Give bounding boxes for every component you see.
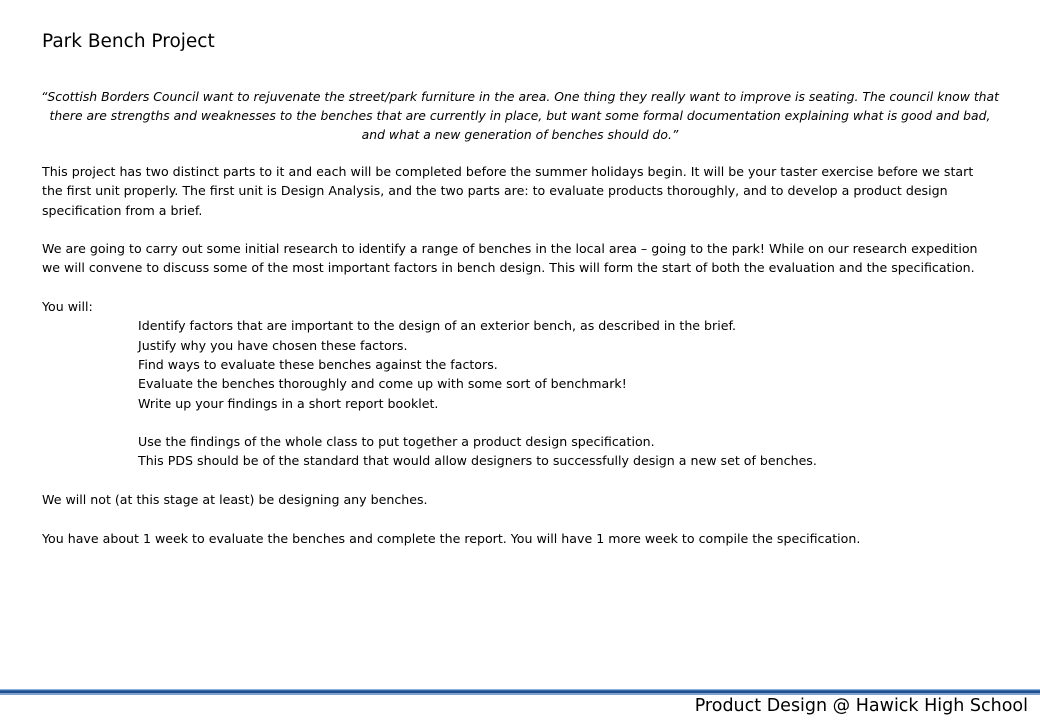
timeline-paragraph: You have about 1 week to evaluate the benches and complete the report. You will have 1 more week to compile the specification. <box>42 530 861 546</box>
task-item: Identify factors that are important to the design of an exterior bench, as described in the brief. <box>138 318 736 334</box>
spec-task-item: This PDS should be of the standard that would allow designers to successfully design a new set of benches. <box>138 453 817 469</box>
intro-paragraph: This project has two distinct parts to it and each will be completed before the summer holidays begin. It will be your taster exercise before we start the first unit properly. The first unit is Design Analysis, and the two parts are: to evaluate products thoroughly, and to develop a product design specification from a brief. <box>42 164 974 218</box>
not-designing-paragraph: We will not (at this stage at least) be designing any benches. <box>42 492 428 508</box>
spec-task-item: Use the findings of the whole class to put together a product design specification. <box>138 434 655 450</box>
spacer <box>42 413 997 432</box>
page-title: Park Bench Project <box>42 31 215 52</box>
footer-rule <box>0 689 1040 695</box>
spacer <box>42 220 997 239</box>
body-text <box>42 162 997 548</box>
task-item: Justify why you have chosen these factors. <box>138 337 408 353</box>
you-will-heading: You will: <box>42 299 93 315</box>
spacer <box>42 471 997 490</box>
spacer <box>42 509 997 528</box>
footer-text: Product Design @ Hawick High School <box>694 696 1028 716</box>
spacer <box>42 278 997 297</box>
task-item: Write up your findings in a short report booklet. <box>138 395 439 411</box>
task-item: Find ways to evaluate these benches against the factors. <box>138 356 498 372</box>
brief-quote: “Scottish Borders Council want to rejuvenate the street/park furniture in the area. One thing they really want to improve is seating. The council know that there are strengths and weaknesses to the benches that are currently in place, but want some formal documentation explaining what is good and bad, and what a new generation of benches should do.” <box>40 89 999 142</box>
research-paragraph: We are going to carry out some initial research to identify a range of benches in the local area – going to the park! While on our research expedition we will convene to discuss some of the most important factors in bench design. This will form the start of both the evaluation and the specification. <box>42 241 978 276</box>
task-item: Evaluate the benches thoroughly and come up with some sort of benchmark! <box>138 376 627 392</box>
